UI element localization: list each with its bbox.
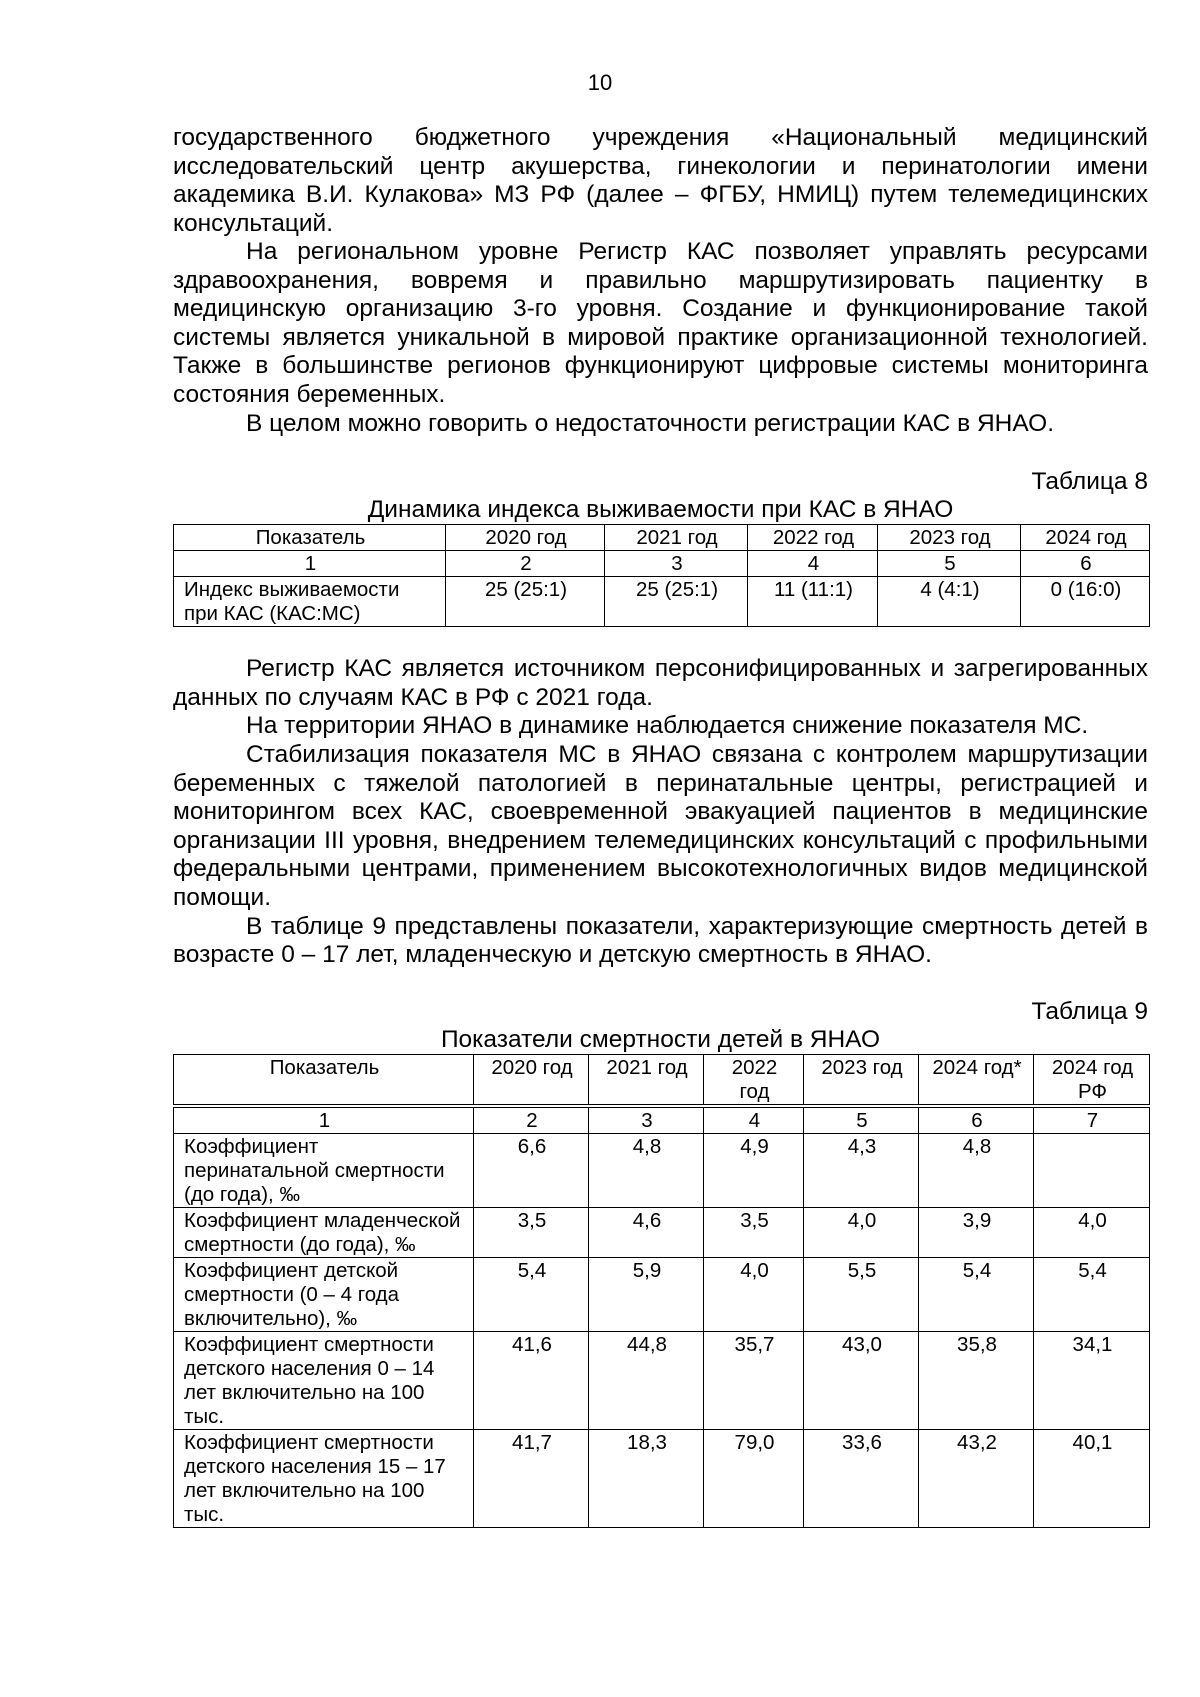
- table-cell: 4: [704, 1107, 804, 1133]
- table-cell: 1: [174, 1107, 474, 1133]
- table-cell: 5,9: [589, 1257, 704, 1331]
- table-header-row: [174, 1054, 1150, 1104]
- document-body: [173, 124, 1148, 1528]
- table-cell: 4,3: [804, 1133, 919, 1207]
- table-row: [174, 1429, 1150, 1527]
- table-cell: 79,0: [704, 1429, 804, 1527]
- table-cell-indicator: Коэффициент младенческой смертности (до года), ‰: [174, 1207, 474, 1257]
- table-header-cell: 2021 год: [589, 1054, 704, 1104]
- table8: [173, 524, 1150, 627]
- table-row: [174, 1257, 1150, 1331]
- table-cell: 41,7: [474, 1429, 589, 1527]
- table-cell: 4,0: [704, 1257, 804, 1331]
- table-header-cell: 2021 год: [605, 525, 748, 551]
- table-cell: 35,8: [919, 1331, 1034, 1429]
- table-header-cell: 2020 год: [446, 525, 605, 551]
- table-number-row: [174, 551, 1150, 577]
- table-cell: 3,5: [704, 1207, 804, 1257]
- table-cell: 5,4: [1034, 1257, 1150, 1331]
- table-cell: 5,5: [804, 1257, 919, 1331]
- table-header-cell: 2022 год: [704, 1054, 804, 1104]
- paragraph-conclusion: В целом можно говорить о недостаточности регистрации КАС в ЯНАО.: [246, 409, 1055, 437]
- table-number-row: [174, 1107, 1150, 1133]
- table-cell: 4: [748, 551, 878, 577]
- table-header-cell: 2023 год: [878, 525, 1021, 551]
- paragraph-territory: На территории ЯНАО в динамике наблюдается снижение показателя МС.: [246, 712, 1089, 740]
- table-cell: 35,7: [704, 1331, 804, 1429]
- table-header-cell: 2023 год: [804, 1054, 919, 1104]
- table-row: [174, 1133, 1150, 1207]
- table-header-cell: 2020 год: [474, 1054, 589, 1104]
- table-row: [174, 577, 1150, 627]
- table9-title: Показатели смертности детей в ЯНАО: [440, 1025, 881, 1053]
- table-header-cell: Показатель: [174, 525, 446, 551]
- table-cell: 5,4: [919, 1257, 1034, 1331]
- table-cell: 5,4: [474, 1257, 589, 1331]
- table-cell: 33,6: [804, 1429, 919, 1527]
- table-cell: 4,9: [704, 1133, 804, 1207]
- table-cell: 3: [589, 1107, 704, 1133]
- table-cell: 18,3: [589, 1429, 704, 1527]
- table-cell: [1034, 1133, 1150, 1207]
- table-header-row: [174, 525, 1150, 551]
- table-header-cell: Показатель: [174, 1054, 474, 1104]
- table-cell: 2: [474, 1107, 589, 1133]
- table-cell: 43,2: [919, 1429, 1034, 1527]
- table-cell-indicator: Коэффициент смертности детского населения 0 – 14 лет включительно на 100 тыс.: [174, 1331, 474, 1429]
- table-cell: 7: [1034, 1107, 1150, 1133]
- table-cell: 6: [919, 1107, 1034, 1133]
- table-cell: 3: [605, 551, 748, 577]
- paragraph-continuation: государственного бюджетного учреждения «Национальный медицинский исследовательский центр акушерства, гинекологии и перинатологии имени академика В.И. Кулакова» МЗ РФ (далее – ФГБУ, НМИЦ) путем телемедицинских консультаций.: [173, 124, 1148, 237]
- table-cell: 25 (25:1): [605, 577, 748, 627]
- table-cell: 4,8: [919, 1133, 1034, 1207]
- table-header-cell: 2022 год: [748, 525, 878, 551]
- table9-label: Таблица 9: [1031, 997, 1148, 1025]
- table-header-cell: 2024 год РФ: [1034, 1054, 1150, 1104]
- table-cell: 34,1: [1034, 1331, 1150, 1429]
- table-row: [174, 1207, 1150, 1257]
- table-cell: 3,9: [919, 1207, 1034, 1257]
- table-cell-indicator: Коэффициент детской смертности (0 – 4 года включительно), ‰: [174, 1257, 474, 1331]
- paragraph-stabilization: Стабилизация показателя МС в ЯНАО связана с контролем маршрутизации беременных с тяжелой патологией в перинатальные центры, регистрацией и мониторингом всех КАС, своевременной эвакуацией пациентов в медицинские организации III уровня, внедрением телемедицинских консультаций с профильными федеральными центрами, применением высокотехнологичных видов медицинской помощи.: [173, 740, 1148, 911]
- table-cell: 11 (11:1): [748, 577, 878, 627]
- table-cell: 6: [1021, 551, 1150, 577]
- paragraph-table9-intro: В таблице 9 представлены показатели, характеризующие смертность детей в возрасте 0 – 17 лет, младенческую и детскую смертность в ЯНАО.: [173, 912, 1148, 969]
- table-cell-indicator: Коэффициент перинатальной смертности (до года), ‰: [174, 1133, 474, 1207]
- table-cell: 44,8: [589, 1331, 704, 1429]
- table-cell: 4,6: [589, 1207, 704, 1257]
- table8-label: Таблица 8: [1031, 468, 1148, 496]
- table-cell: 6,6: [474, 1133, 589, 1207]
- table-cell: 4,8: [589, 1133, 704, 1207]
- table-row: [174, 1331, 1150, 1429]
- table-cell: 3,5: [474, 1207, 589, 1257]
- table8-title: Динамика индекса выживаемости при КАС в ЯНАО: [367, 496, 954, 524]
- table9: [173, 1054, 1150, 1528]
- table-cell: 0 (16:0): [1021, 577, 1150, 627]
- table-cell: 5: [804, 1107, 919, 1133]
- table-cell: 4,0: [1034, 1207, 1150, 1257]
- table-cell: 25 (25:1): [446, 577, 605, 627]
- table-cell: 4,0: [804, 1207, 919, 1257]
- table-cell: 43,0: [804, 1331, 919, 1429]
- table-cell: 1: [174, 551, 446, 577]
- table-header-cell: 2024 год*: [919, 1054, 1034, 1104]
- table-cell-indicator: Коэффициент смертности детского населения 15 – 17 лет включительно на 100 тыс.: [174, 1429, 474, 1527]
- table-cell: 4 (4:1): [878, 577, 1021, 627]
- paragraph-regional-level: На региональном уровне Регистр КАС позволяет управлять ресурсами здравоохранения, вовремя и правильно маршрутизировать пациентку в медицинскую организацию 3-го уровня. Создание и функционирование такой системы является уникальной в мировой практике организационной технологией. Также в большинстве регионов функционируют цифровые системы мониторинга состояния беременных.: [173, 238, 1148, 408]
- table-cell: 40,1: [1034, 1429, 1150, 1527]
- paragraph-register: Регистр КАС является источником персонифицированных и загрегированных данных по случаям КАС в РФ с 2021 года.: [173, 655, 1148, 711]
- page-number: 10: [587, 70, 613, 95]
- table-cell: 41,6: [474, 1331, 589, 1429]
- table-cell-indicator: Индекс выживаемости при КАС (КАС:МС): [174, 577, 446, 627]
- table-cell: 2: [446, 551, 605, 577]
- table-header-cell: 2024 год: [1021, 525, 1150, 551]
- table-cell: 5: [878, 551, 1021, 577]
